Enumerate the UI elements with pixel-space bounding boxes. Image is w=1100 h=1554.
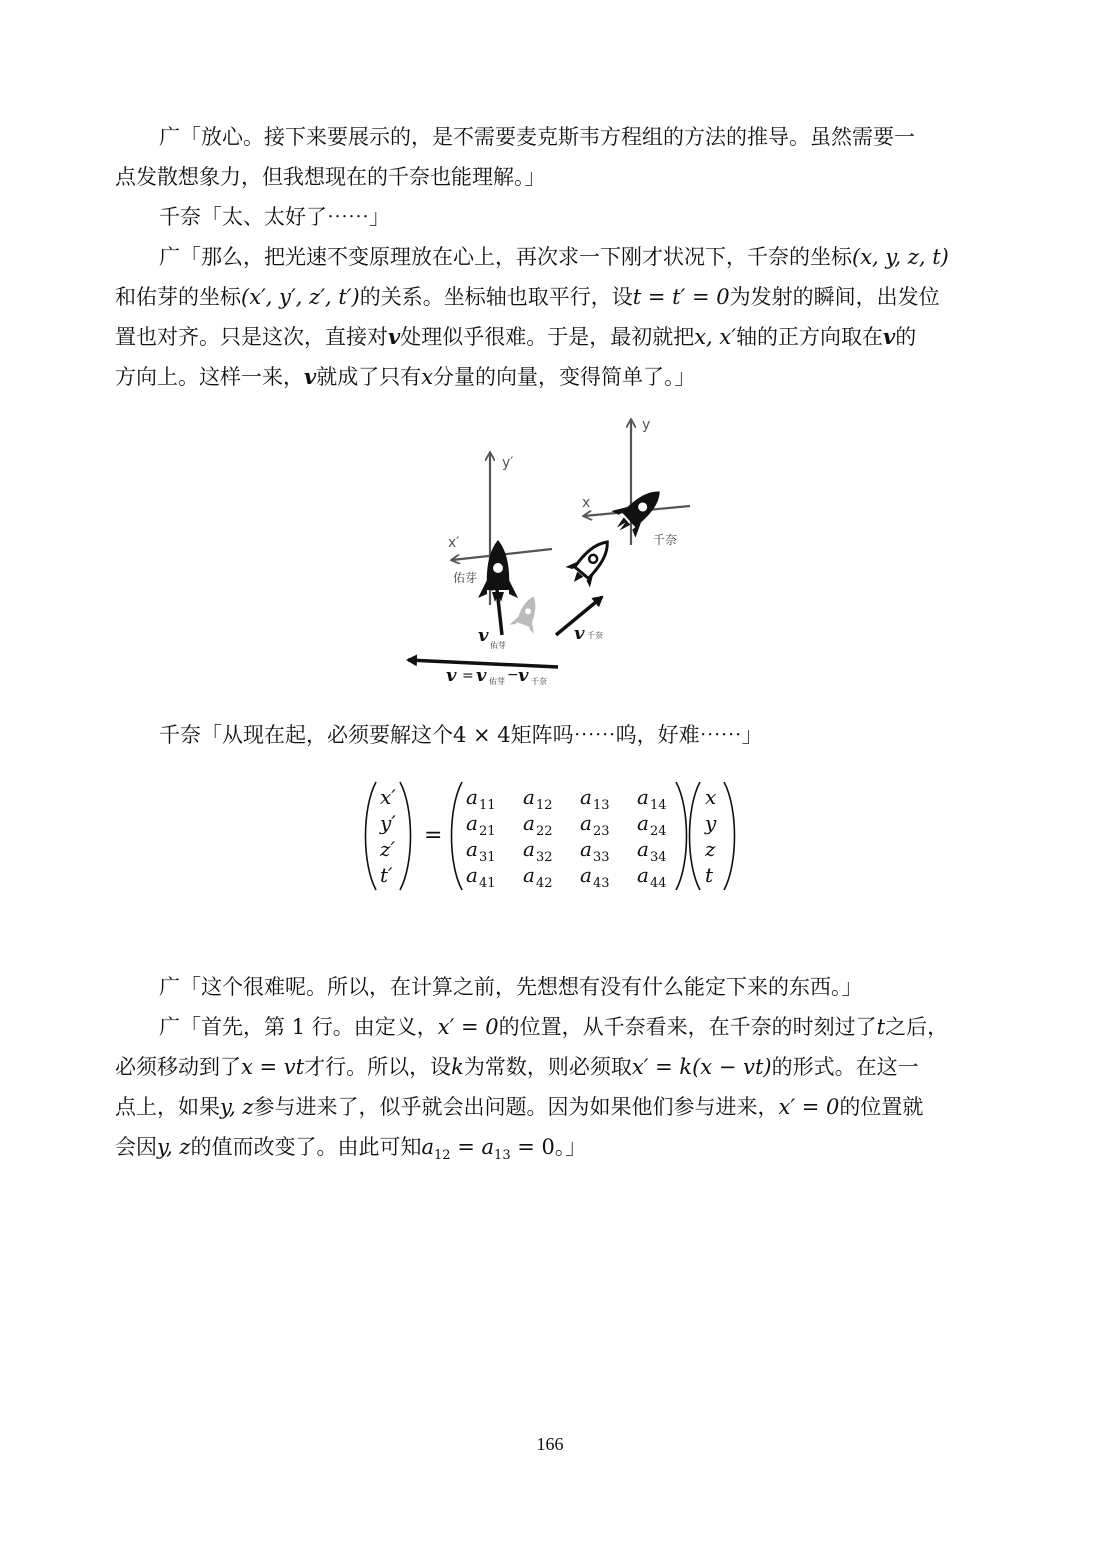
- lhs-vector: [379, 785, 396, 887]
- text-run: 为发射的瞬间，出发位: [729, 285, 940, 309]
- paragraph-5-line-1: 广「这个很难呢。所以，在计算之前，先想想有没有什么能定下来的东西。」: [159, 975, 863, 999]
- text-run: 矩阵吗⋯⋯呜，好难⋯⋯」: [510, 723, 763, 747]
- text-run: 置也对齐。只是这次，直接对: [115, 325, 388, 349]
- matrix-entry-subscript: 11: [479, 798, 496, 813]
- axis-x-prime-label: x′: [448, 535, 460, 551]
- text-run: 轴的正方向取在: [736, 325, 884, 349]
- rhs-entry: t: [705, 863, 714, 887]
- text-run: 的形式。在这一: [771, 1055, 919, 1079]
- matrix-entry: a: [580, 811, 592, 835]
- paragraph-3-line-2: [115, 277, 990, 317]
- rhs-entry: z: [705, 837, 716, 861]
- text-run: 为常数，则必须取: [463, 1055, 632, 1079]
- lhs-entry: y′: [380, 811, 396, 835]
- paragraph-2-line-1: 千奈「太、太好了⋯⋯」: [159, 205, 390, 229]
- eq-equals: =: [462, 668, 474, 684]
- matrix-entry-subscript: 12: [536, 798, 553, 813]
- math-expr: x′ = k(x − vt): [631, 1055, 772, 1079]
- axis-y-prime-label: y′: [502, 455, 514, 471]
- matrix-entry-subscript: 22: [536, 824, 553, 839]
- text-run: 方向上。这样一来，: [115, 365, 304, 389]
- matrix-entry-subscript: 24: [650, 824, 667, 839]
- text-run: 。」: [554, 1135, 587, 1159]
- matrix-equation: [360, 778, 740, 894]
- rocket-ghost-icon: [509, 592, 545, 634]
- paragraph-6-line-4: [115, 1127, 990, 1176]
- text-run: 的关系。坐标轴也取平行，设: [359, 285, 633, 309]
- rocket-diagram: [398, 405, 698, 695]
- paragraph-3: [115, 237, 990, 397]
- matrix-entry: a: [580, 863, 592, 887]
- math-vector-v: v: [883, 324, 896, 349]
- text-run: 参与进来了，似乎就会出问题。因为如果他们参与进来，: [253, 1095, 779, 1119]
- paragraph-6-line-2: [115, 1047, 990, 1087]
- text-run: 才行。所以，设: [304, 1055, 452, 1079]
- math-4x4: 4 × 4: [453, 723, 511, 747]
- math-x: x: [421, 365, 434, 389]
- matrix-entry: a: [580, 785, 592, 809]
- matrix-entry-subscript: 33: [593, 850, 610, 865]
- eq-minus: −: [507, 667, 519, 683]
- axis-x-label: x: [582, 495, 591, 511]
- text-run: 分量的向量，变得简单了。」: [433, 365, 696, 389]
- matrix-entry: a: [580, 837, 592, 861]
- matrix-entry: a: [523, 837, 535, 861]
- rocket-middle-icon: [562, 532, 620, 592]
- paragraph-3-line-1: [115, 237, 990, 277]
- text-run: 广「首先，第 1 行。由定义，: [159, 1015, 438, 1039]
- text-run: 的位置，从千奈看来，在千奈的时刻过了: [498, 1015, 877, 1039]
- math-expr: x′ = 0: [437, 1015, 499, 1039]
- label-qiannai: 千奈: [653, 533, 678, 547]
- axis-y-label: y: [642, 417, 651, 433]
- math-k: k: [451, 1055, 464, 1079]
- matrix-entry: a: [466, 863, 478, 887]
- v-qiannai-sub: 千奈: [587, 631, 603, 640]
- text-run: 的值而改变了。由此可知: [190, 1135, 422, 1159]
- math-a12-a13: [421, 1135, 555, 1163]
- paragraph-4: [115, 715, 990, 755]
- text-run: 的: [895, 325, 917, 349]
- text-run: 千奈「从现在起，必须要解这个: [159, 723, 453, 747]
- paragraph-5: [115, 967, 990, 1007]
- paragraph-1-line-2: 点发散想象力，但我想现在的千奈也能理解。」: [115, 165, 546, 189]
- math-expr: x = vt: [241, 1055, 305, 1079]
- math-time-zero: t = t′ = 0: [632, 285, 730, 309]
- paragraph-6-line-1: [115, 1007, 990, 1047]
- rocket-figure: [398, 405, 698, 695]
- rhs-entry: x: [705, 785, 717, 809]
- page-number: 166: [536, 1434, 564, 1454]
- math-a: a: [421, 1135, 435, 1159]
- eq-v2: v: [518, 665, 529, 686]
- matrix-entry-subscript: 42: [536, 876, 553, 891]
- lhs-entry: x′: [380, 785, 396, 809]
- matrix-entry-subscript: 41: [479, 876, 496, 891]
- text-run: 必须移动到了: [115, 1055, 241, 1079]
- matrix-entry-subscript: 34: [650, 850, 667, 865]
- math-axes: x, x′: [694, 325, 737, 349]
- text-run: 广「那么，把光速不变原理放在心上，再次求一下刚才状况下，千奈的坐标: [159, 245, 852, 269]
- math-a: = a: [450, 1135, 495, 1159]
- matrix-entry-subscript: 31: [479, 850, 496, 865]
- matrix-equals: =: [424, 823, 443, 848]
- eq-v: v: [446, 665, 457, 686]
- text-run: 之后，: [885, 1015, 949, 1039]
- v-youya-label: v: [478, 625, 489, 646]
- text-run: 的位置就: [839, 1095, 924, 1119]
- matrix-entry-subscript: 23: [593, 824, 610, 839]
- matrix-entry-subscript: 32: [536, 850, 553, 865]
- v-youya-sub: 佑芽: [490, 641, 506, 650]
- text-run: 会因: [115, 1135, 157, 1159]
- matrix-entries: [466, 785, 667, 891]
- matrix-entry: a: [523, 863, 535, 887]
- lhs-entry: t′: [380, 863, 393, 887]
- matrix-entry-subscript: 44: [650, 876, 667, 891]
- math-coords: (x, y, z, t): [852, 245, 949, 269]
- matrix-entry: a: [466, 785, 478, 809]
- matrix-entry-subscript: 43: [593, 876, 610, 891]
- paragraph-3-line-3: [115, 317, 990, 357]
- lhs-entry: z′: [380, 837, 396, 861]
- eq-v1: v: [476, 665, 487, 686]
- v-qiannai-label: v: [574, 623, 585, 644]
- eq-sub2: 千奈: [531, 677, 547, 686]
- paragraph-1: [115, 117, 990, 197]
- math-yz: y, z: [220, 1095, 254, 1119]
- math-vector-v: v: [388, 324, 401, 349]
- rhs-vector: [704, 785, 717, 887]
- subscript: 13: [494, 1148, 511, 1163]
- matrix-entry: a: [637, 811, 649, 835]
- matrix-entry-subscript: 21: [479, 824, 496, 839]
- matrix-entry: a: [466, 837, 478, 861]
- text-run: 处理似乎很难。于是，最初就把: [400, 325, 695, 349]
- paragraph-2: [115, 197, 990, 237]
- math-coords-prime: (x′, y′, z′, t′): [241, 285, 360, 309]
- paragraph-6-line-3: [115, 1087, 990, 1127]
- matrix-entry-subscript: 13: [593, 798, 610, 813]
- subscript: 12: [434, 1148, 451, 1163]
- math-vector-v: v: [304, 364, 317, 389]
- math-yz: y, z: [157, 1135, 191, 1159]
- math-t: t: [876, 1015, 886, 1039]
- paragraph-4-line-1: [115, 715, 990, 755]
- matrix-entry: a: [637, 863, 649, 887]
- matrix-entry-subscript: 14: [650, 798, 667, 813]
- matrix-entry: a: [637, 785, 649, 809]
- matrix-entry: a: [523, 811, 535, 835]
- text-run: 就成了只有: [316, 365, 422, 389]
- math-zero: = 0: [510, 1135, 555, 1159]
- math-expr: x′ = 0: [778, 1095, 840, 1119]
- paragraph-3-line-4: [115, 357, 990, 397]
- paragraph-6: [115, 1007, 990, 1176]
- rhs-entry: y: [705, 811, 717, 835]
- matrix-svg: [360, 778, 740, 894]
- text-run: 点上，如果: [115, 1095, 220, 1119]
- paragraph-1-line-1: 广「放心。接下来要展示的，是不需要麦克斯韦方程组的方法的推导。虽然需要一: [159, 125, 915, 149]
- matrix-entry: a: [637, 837, 649, 861]
- matrix-entry: a: [523, 785, 535, 809]
- text-run: 和佑芽的坐标: [115, 285, 241, 309]
- eq-sub1: 佑芽: [489, 677, 505, 686]
- matrix-entry: a: [466, 811, 478, 835]
- label-youya: 佑芽: [453, 571, 478, 585]
